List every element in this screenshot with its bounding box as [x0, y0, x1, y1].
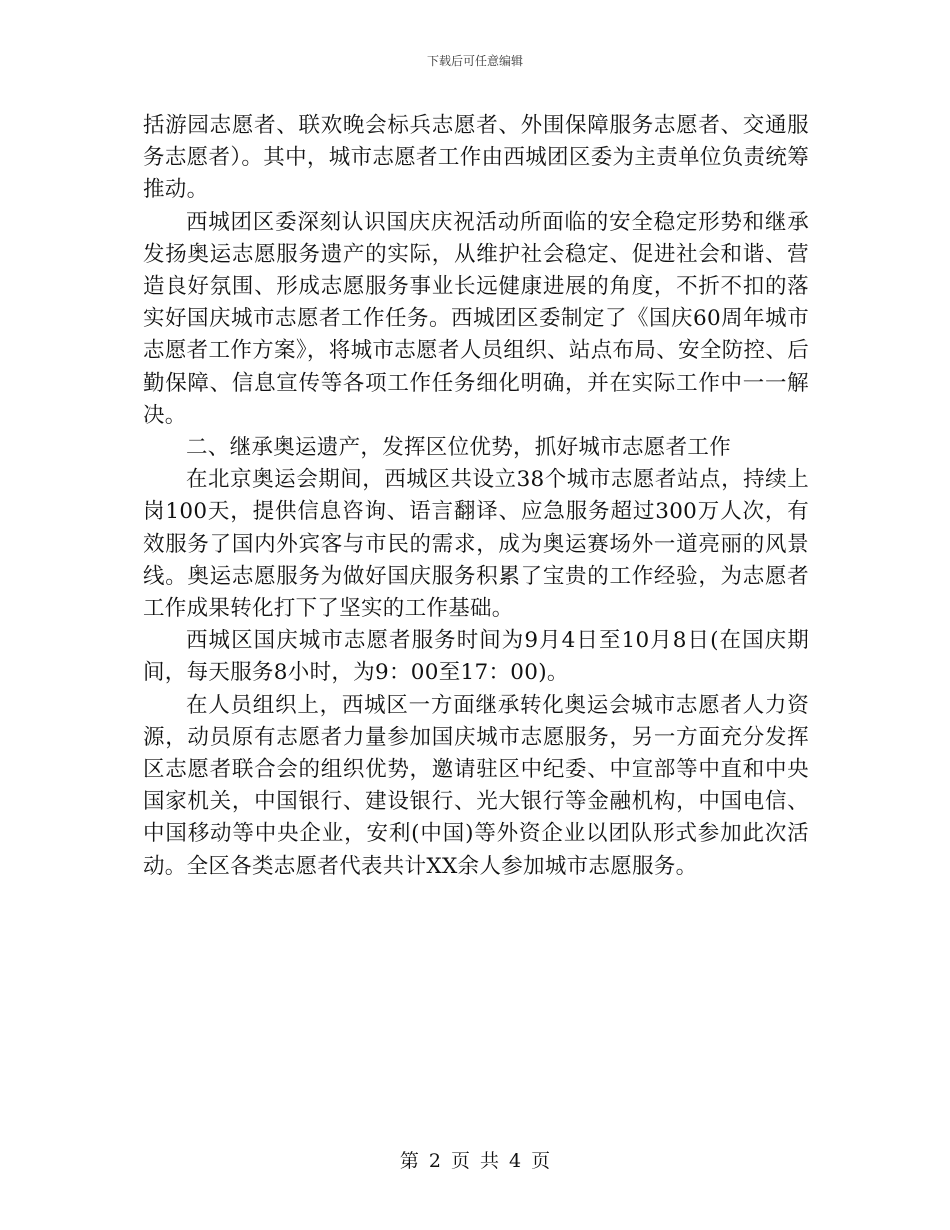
- section-heading: 二、继承奥运遗产，发挥区位优势，抓好城市志愿者工作: [186, 435, 732, 461]
- paragraph: 西城区国庆城市志愿者服务时间为9月4日至10月8日(在国庆期间，每天服务8小时，为9：00至17：00)。: [143, 628, 809, 686]
- paragraph: 西城团区委深刻认识国庆庆祝活动所面临的安全稳定形势和继承发扬奥运志愿服务遗产的实际，从维护社会稳定、促进社会和谐、营造良好氛围、形成志愿服务事业长远健康进展的角度，不折不扣的落实好国庆城市志愿者工作任务。西城团区委制定了《国庆60周年城市志愿者工作方案》，将城市志愿者人员组织、站点布局、安全防控、后勤保障、信息宣传等各项工作任务细化明确，并在实际工作中一一解决。: [143, 209, 809, 428]
- document-body: [143, 110, 809, 883]
- paragraph: 在人员组织上，西城区一方面继承转化奥运会城市志愿者人力资源，动员原有志愿者力量参加国庆城市志愿服务，另一方面充分发挥区志愿者联合会的组织优势，邀请驻区中纪委、中宣部等中直和中央国家机关，中国银行、建设银行、光大银行等金融机构，中国电信、中国移动等中央企业，安利(中国)等外资企业以团队形式参加此次活动。全区各类志愿者代表共计XX余人参加城市志愿服务。: [143, 692, 809, 879]
- paragraph: 在北京奥运会期间，西城区共设立38个城市志愿者站点，持续上岗100天，提供信息咨询、语言翻译、应急服务超过300万人次，有效服务了国内外宾客与市民的需求，成为奥运赛场外一道亮丽的风景线。奥运志愿服务为做好国庆服务积累了宝贵的工作经验，为志愿者工作成果转化打下了坚实的工作基础。: [143, 467, 809, 622]
- paragraph-continued: 括游园志愿者、联欢晚会标兵志愿者、外围保障服务志愿者、交通服务志愿者）。其中，城市志愿者工作由西城团区委为主责单位负责统筹推动。: [143, 113, 809, 203]
- page-number: 第 2 页 共 4 页: [399, 1150, 551, 1172]
- page-header: 下载后可任意编辑: [426, 54, 523, 68]
